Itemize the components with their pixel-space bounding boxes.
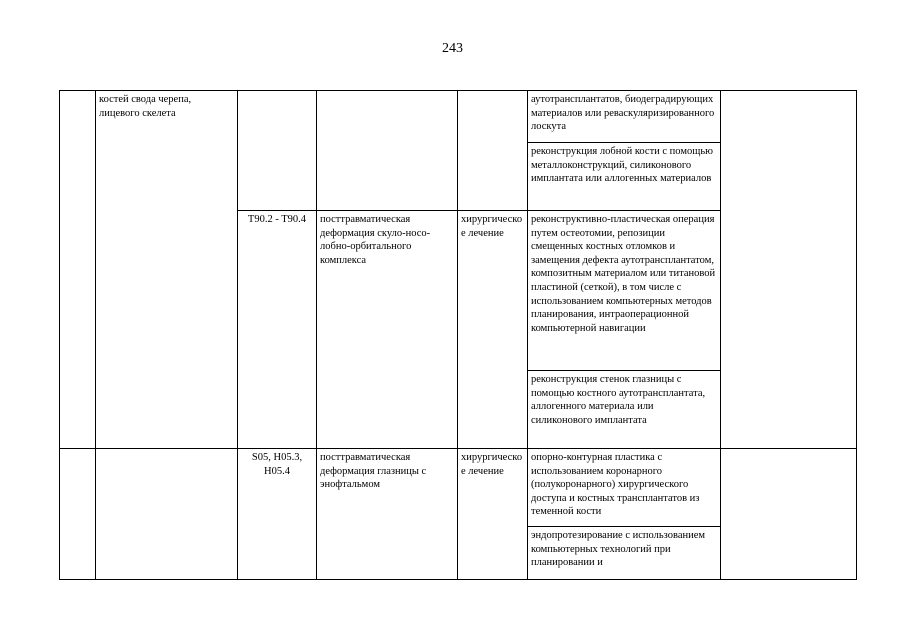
profile-name-cell (96, 91, 238, 449)
method-cell: эндопротезирование с использованием компьютерных технологий при планировании и (528, 527, 721, 580)
method-cell: аутотрансплантатов, биодеградирующих материалов или реваскуляризированного лоскута (528, 91, 721, 143)
method-cell: реконструктивно-пластическая операция путем остеотомии, репозиции смещенных костных отломков и замещения дефекта аутотрансплантатом, композитным материалом или титановой пластиной (сеткой), в том числе с использованием компьютерных методов планирования, интраоперационной компьютерной навигации (528, 211, 721, 371)
method-cell: реконструкция стенок глазницы с помощью костного аутотрансплантата, аллогенного материала или силиконового имплантата (528, 371, 721, 449)
number-cell (60, 449, 96, 580)
table-row (60, 91, 857, 143)
method-cell: реконструкция лобной кости с помощью металлоконструкций, силиконового имплантата или аллогенных материалов (528, 143, 721, 211)
diagnosis-cell: посттравматическая деформация скуло-носо-лобно-орбитального комплекса (317, 211, 458, 449)
diagnosis-cell: посттравматическая деформация глазницы с энофтальмом (317, 449, 458, 580)
code-cell: T90.2 - T90.4 (238, 211, 317, 449)
profile-name-text: костей свода черепа, лицевого скелета (99, 94, 192, 119)
number-cell (60, 91, 96, 449)
diagnosis-cell (317, 91, 458, 211)
code-cell: S05, H05.3, H05.4 (238, 449, 317, 580)
profile-name-cell (96, 449, 238, 580)
page-number: 243 (442, 41, 463, 56)
code-cell (238, 91, 317, 211)
medical-procedures-table (59, 90, 857, 580)
treatment-type-cell (458, 91, 528, 211)
treatment-type-cell: хирургическое лечение (458, 449, 528, 580)
norm-cell (721, 91, 857, 449)
norm-cell (721, 449, 857, 580)
table-row (60, 449, 857, 527)
method-cell: опорно-контурная пластика с использованием коронарного (полукоронарного) хирургического доступа и костных трансплантатов из теменной кости (528, 449, 721, 527)
treatment-type-cell: хирургическое лечение (458, 211, 528, 449)
